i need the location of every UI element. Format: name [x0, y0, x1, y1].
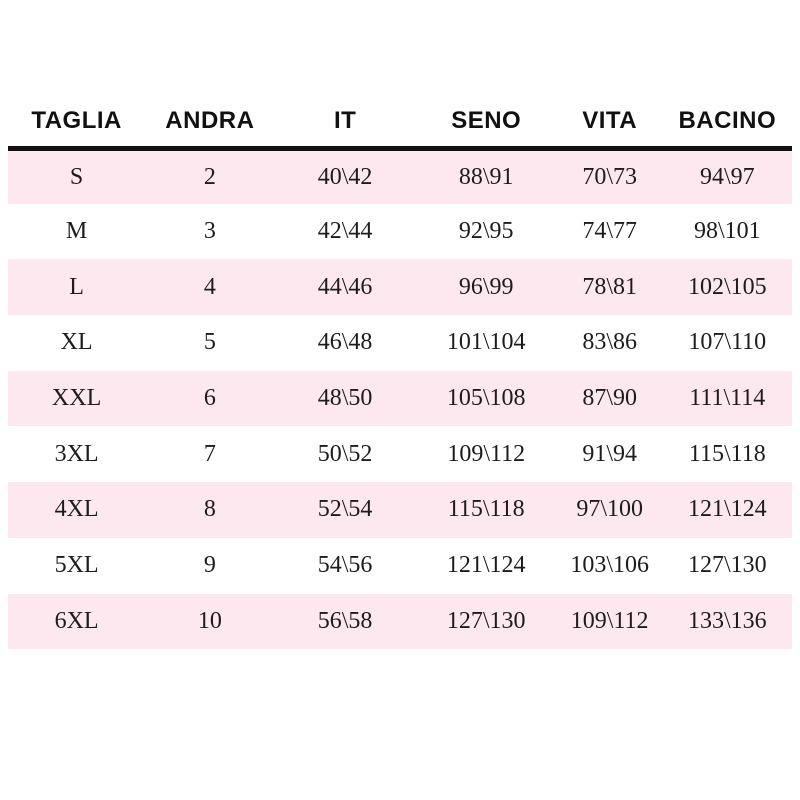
cell-it: 48\50	[317, 385, 373, 412]
cell-bacino: 127\130	[687, 552, 767, 579]
cell-andra: 5	[203, 329, 216, 356]
cell-andra: 3	[203, 218, 216, 245]
cell-seno: 115\118	[447, 496, 525, 523]
cell-it: 44\46	[317, 273, 373, 300]
cell-andra: 4	[203, 273, 216, 300]
size-chart-table	[8, 96, 792, 649]
cell-it: 54\56	[317, 552, 373, 579]
cell-taglia: 6XL	[54, 607, 99, 634]
cell-seno: 109\112	[447, 440, 526, 467]
cell-seno: 105\108	[446, 385, 526, 412]
cell-it: 46\48	[317, 329, 373, 356]
cell-bacino: 121\124	[687, 496, 767, 523]
cell-andra: 6	[203, 385, 216, 412]
cell-bacino: 94\97	[699, 163, 755, 190]
cell-taglia: 3XL	[54, 440, 99, 467]
column-header-it: IT	[275, 96, 416, 148]
cell-vita: 91\94	[582, 440, 638, 467]
cell-bacino: 98\101	[693, 218, 761, 245]
cell-vita: 74\77	[582, 218, 638, 245]
cell-taglia: L	[69, 273, 84, 300]
header-row	[8, 96, 792, 148]
cell-andra: 2	[203, 163, 216, 190]
table-row-6xl	[8, 594, 792, 650]
cell-andra: 9	[203, 552, 216, 579]
cell-seno: 92\95	[458, 218, 514, 245]
cell-taglia: M	[65, 218, 88, 245]
table-row-s	[8, 148, 792, 204]
table-row-4xl	[8, 482, 792, 538]
cell-it: 42\44	[317, 218, 373, 245]
cell-bacino: 107\110	[688, 329, 767, 356]
cell-vita: 109\112	[570, 607, 649, 634]
table-row-3xl	[8, 426, 792, 482]
cell-taglia: 4XL	[54, 496, 99, 523]
cell-it: 50\52	[317, 440, 373, 467]
column-header-andra: ANDRA	[145, 96, 274, 148]
cell-seno: 88\91	[458, 163, 514, 190]
cell-taglia: S	[69, 163, 84, 190]
table-row-5xl	[8, 538, 792, 594]
cell-taglia: XXL	[51, 385, 102, 412]
cell-andra: 7	[203, 440, 216, 467]
cell-vita: 87\90	[582, 385, 638, 412]
column-header-vita: VITA	[557, 96, 663, 148]
cell-vita: 103\106	[570, 552, 650, 579]
cell-vita: 78\81	[582, 273, 638, 300]
table-row-l	[8, 259, 792, 315]
table-row-xl	[8, 315, 792, 371]
cell-vita: 83\86	[582, 329, 638, 356]
cell-it: 52\54	[317, 496, 373, 523]
cell-seno: 127\130	[446, 607, 526, 634]
column-header-taglia: TAGLIA	[8, 96, 145, 148]
cell-taglia: XL	[60, 329, 93, 356]
table-row-m	[8, 204, 792, 260]
cell-it: 56\58	[317, 607, 373, 634]
cell-andra: 10	[197, 607, 222, 634]
cell-vita: 97\100	[576, 496, 644, 523]
table-row-xxl	[8, 371, 792, 427]
column-header-seno: SENO	[416, 96, 557, 148]
cell-bacino: 115\118	[688, 440, 766, 467]
cell-bacino: 102\105	[687, 273, 767, 300]
cell-seno: 96\99	[458, 273, 514, 300]
cell-vita: 70\73	[582, 163, 638, 190]
cell-it: 40\42	[317, 163, 373, 190]
column-header-bacino: BACINO	[663, 96, 792, 148]
cell-seno: 121\124	[446, 552, 526, 579]
cell-andra: 8	[203, 496, 216, 523]
cell-bacino: 111\114	[689, 385, 766, 412]
cell-taglia: 5XL	[54, 552, 99, 579]
cell-bacino: 133\136	[687, 607, 767, 634]
cell-seno: 101\104	[446, 329, 526, 356]
